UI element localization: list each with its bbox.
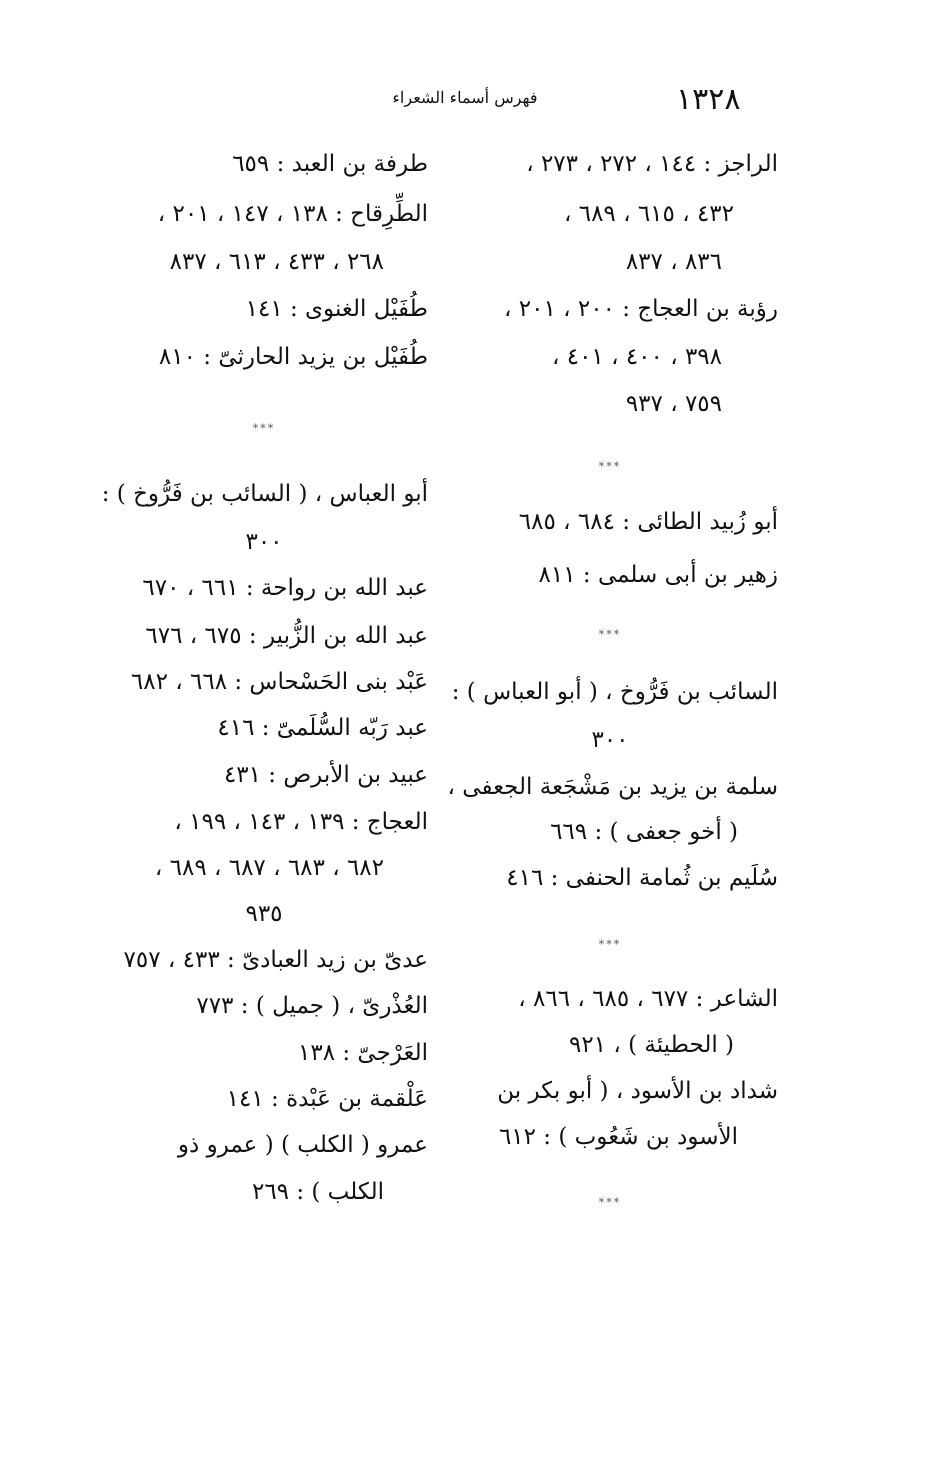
index-entry: رؤبة بن العجاج : ٢٠٠ ، ٢٠١ ،: [504, 296, 778, 322]
page-number: ١٣٢٨: [676, 82, 741, 117]
section-separator: ***: [598, 628, 622, 641]
index-entry-continuation: ٣٠٠: [245, 529, 283, 555]
index-entry-continuation: الأسود بن شَعُوب ) : ٦١٢: [498, 1124, 738, 1150]
index-entry-continuation: ( الحطيئة ) ، ٩٢١: [569, 1032, 734, 1058]
index-entry-continuation: ( أخو جعفى ) : ٦٦٩: [550, 819, 738, 845]
index-entry: السائب بن فَرُّوخ ، ( أبو العباس ) :: [451, 679, 778, 705]
index-entry-continuation: ٣٠٠: [591, 727, 629, 753]
running-title: فهرس أسماء الشعراء: [392, 88, 538, 107]
index-entry: عبد الله بن رواحة : ٦٦١ ، ٦٧٠: [142, 575, 428, 601]
index-entry: طُفَيْل بن يزيد الحارثىّ : ٨١٠: [158, 344, 428, 370]
index-entry-continuation: الكلب ) : ٢٦٩: [251, 1179, 384, 1205]
index-entry: طُفَيْل الغنوى : ١٤١: [245, 296, 428, 322]
section-separator: ***: [598, 460, 622, 473]
index-entry-continuation: ٧٥٩ ، ٩٣٧: [625, 391, 722, 417]
index-entry: الطِّرِقاح : ١٣٨ ، ١٤٧ ، ٢٠١ ،: [157, 201, 428, 227]
index-entry: العَرْجىّ : ١٣٨: [297, 1040, 428, 1066]
section-separator: ***: [598, 1196, 622, 1209]
index-entry: طرفة بن العبد : ٦٥٩: [232, 151, 428, 177]
index-entry: أبو زُبيد الطائى : ٦٨٤ ، ٦٨٥: [518, 509, 778, 535]
index-entry: العجاج : ١٣٩ ، ١٤٣ ، ١٩٩ ،: [174, 809, 428, 835]
index-entry: عبد رَبّه السُّلَمىّ : ٤١٦: [217, 715, 428, 741]
index-entry: عدىّ بن زيد العبادىّ : ٤٣٣ ، ٧٥٧: [123, 947, 428, 973]
index-entry: سُلَيم بن ثُمامة الحنفى : ٤١٦: [506, 865, 778, 891]
index-entry-continuation: ٨٣٦ ، ٨٣٧: [625, 249, 722, 275]
index-entry-continuation: ٤٣٢ ، ٦١٥ ، ٦٨٩ ،: [563, 201, 734, 227]
index-entry-continuation: ٣٩٨ ، ٤٠٠ ، ٤٠١ ،: [551, 344, 722, 370]
index-entry: عمرو ( الكلب ) ( عمرو ذو: [177, 1132, 428, 1158]
index-entry: زهير بن أبى سلمى : ٨١١: [538, 562, 778, 588]
index-entry-continuation: ٢٦٨ ، ٤٣٣ ، ٦١٣ ، ٨٣٧: [169, 249, 384, 275]
index-entry: الشاعر : ٦٧٧ ، ٦٨٥ ، ٨٦٦ ،: [518, 986, 778, 1012]
section-separator: ***: [252, 422, 276, 435]
index-entry: شداد بن الأسود ، ( أبو بكر بن: [497, 1078, 778, 1104]
index-entry: الراجز : ١٤٤ ، ٢٧٢ ، ٢٧٣ ،: [526, 151, 778, 177]
index-entry-continuation: ٦٨٢ ، ٦٨٣ ، ٦٨٧ ، ٦٨٩ ،: [154, 855, 384, 881]
index-entry: عبيد بن الأبرص : ٤٣١: [223, 762, 428, 788]
index-entry: العُذْرىّ ، ( جميل ) : ٧٧٣: [196, 993, 428, 1019]
index-entry: عبد الله بن الزُّبير : ٦٧٥ ، ٦٧٦: [145, 623, 428, 649]
index-entry: سلمة بن يزيد بن مَشْجَعة الجعفى ،: [447, 774, 778, 800]
index-entry: عَبْد بنى الحَسْحاس : ٦٦٨ ، ٦٨٢: [130, 669, 428, 695]
index-entry: أبو العباس ، ( السائب بن فَرُّوخ ) :: [101, 481, 428, 507]
index-entry-continuation: ٩٣٥: [245, 901, 283, 927]
index-entry: عَلْقمة بن عَبْدة : ١٤١: [226, 1086, 428, 1112]
section-separator: ***: [598, 938, 622, 951]
